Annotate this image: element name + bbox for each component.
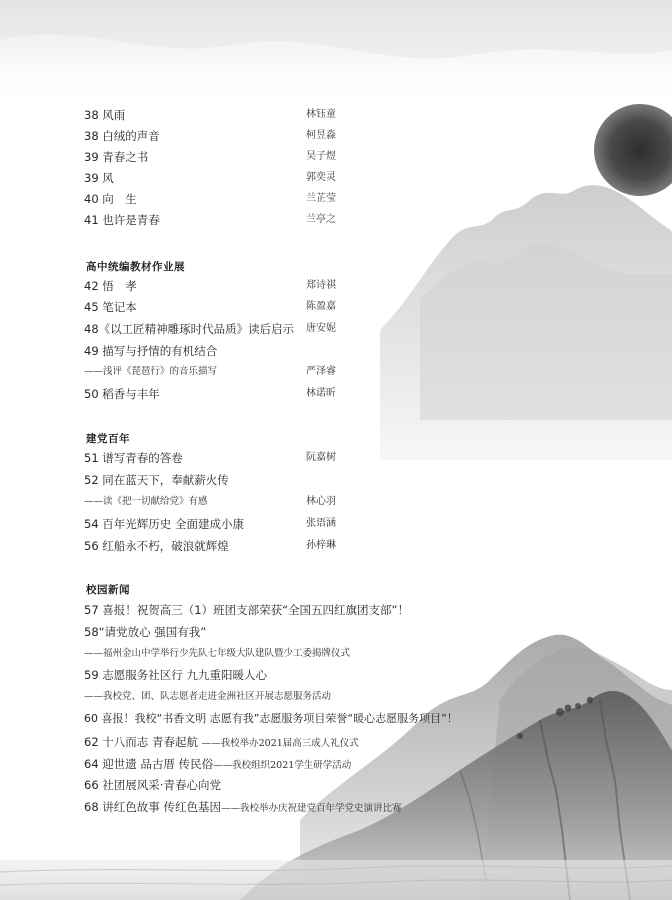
toc-item[interactable]: 50 稻香与丰年 <box>84 387 160 401</box>
toc-author: 兰芷莹 <box>306 193 336 204</box>
toc-author: 郭奕灵 <box>306 172 336 183</box>
toc-item[interactable]: 56 红船永不朽，破浪就辉煌 <box>84 539 229 553</box>
toc-item[interactable]: 40 向 生 <box>84 192 137 206</box>
toc-subtitle[interactable]: ——浅评《琵琶行》的音乐描写 <box>84 366 218 377</box>
toc-item[interactable]: 39 青春之书 <box>84 150 149 164</box>
toc-item[interactable]: 48《以工匠精神雕琢时代品质》读后启示 <box>84 322 295 336</box>
toc-item[interactable]: 38 白绒的声音 <box>84 129 160 143</box>
toc-item[interactable]: 58“请党放心 强国有我” <box>84 625 207 639</box>
toc-item[interactable]: 57 喜报！祝贺高三（1）班团支部荣获“全国五四红旗团支部”！ <box>84 603 410 617</box>
toc-author: 严泽睿 <box>306 366 336 377</box>
toc-author: 郑诗祺 <box>306 280 336 291</box>
toc-item[interactable]: 60 喜报！我校“书香文明 志愿有我”志愿服务项目荣誉“暖心志愿服务项目”！ <box>84 712 458 725</box>
toc-author: 张语涵 <box>306 518 336 529</box>
toc-author: 林钰童 <box>306 109 336 120</box>
toc-item-title: 68 讲红色故事 传红色基因 <box>84 800 221 814</box>
toc-subtitle[interactable]: ——读《把一切献给党》有感 <box>84 496 208 507</box>
toc-item[interactable]: 66 社团展风采·青春心向党 <box>84 778 221 792</box>
toc-item[interactable]: 49 描写与抒情的有机结合 <box>84 344 218 358</box>
toc-author: 林诺昕 <box>306 388 336 399</box>
toc-item[interactable]: 41 也许是青春 <box>84 213 160 227</box>
toc-item[interactable]: 42 悟 孝 <box>84 279 137 293</box>
section-heading: 建党百年 <box>86 433 130 445</box>
toc-author: 阮嘉树 <box>306 452 336 463</box>
toc-item[interactable]: 45 笔记本 <box>84 300 137 314</box>
toc-author: 陈盈嘉 <box>306 301 336 312</box>
toc-subtitle[interactable]: ——我校党、团、队志愿者走进金洲社区开展志愿服务活动 <box>84 691 332 702</box>
toc-item[interactable]: 39 风 <box>84 171 114 185</box>
toc-item[interactable]: 38 风雨 <box>84 108 126 122</box>
toc-author: 吴子煜 <box>306 151 336 162</box>
section-heading: 高中统编教材作业展 <box>86 261 185 273</box>
toc-item-tail: ——我校举办2021届高三成人礼仪式 <box>201 738 359 749</box>
toc-author: 兰亭之 <box>306 214 336 225</box>
toc-author: 林心羽 <box>306 496 336 507</box>
toc-subtitle[interactable]: ——福州金山中学举行少先队七年级大队建队暨少工委揭牌仪式 <box>84 648 351 659</box>
toc-item[interactable] <box>84 797 401 815</box>
toc-item[interactable]: 59 志愿服务社区行 九九重阳暖人心 <box>84 668 267 682</box>
toc-item[interactable] <box>84 732 359 750</box>
toc-item[interactable]: 51 谱写青春的答卷 <box>84 451 183 465</box>
section-heading: 校园新闻 <box>86 584 130 596</box>
toc-author: 孙梓琳 <box>306 540 336 551</box>
toc-item-tail: ——我校组织2021学生研学活动 <box>213 760 352 771</box>
toc-author: 唐安妮 <box>306 323 336 334</box>
toc-item[interactable] <box>84 754 351 772</box>
toc-item-tail: ——我校举办庆祝建党百年学党史演讲比赛 <box>220 803 402 814</box>
toc-item-title: 64 迎世遗 品古厝 传民俗 <box>84 757 214 771</box>
toc-author: 柯昱淼 <box>306 130 336 141</box>
toc-item[interactable]: 52 同在蓝天下，奉献薪火传 <box>84 473 229 487</box>
toc-item-title: 62 十八而志 青春起航 <box>84 735 202 749</box>
toc-item[interactable]: 54 百年光辉历史 全面建成小康 <box>84 517 244 531</box>
